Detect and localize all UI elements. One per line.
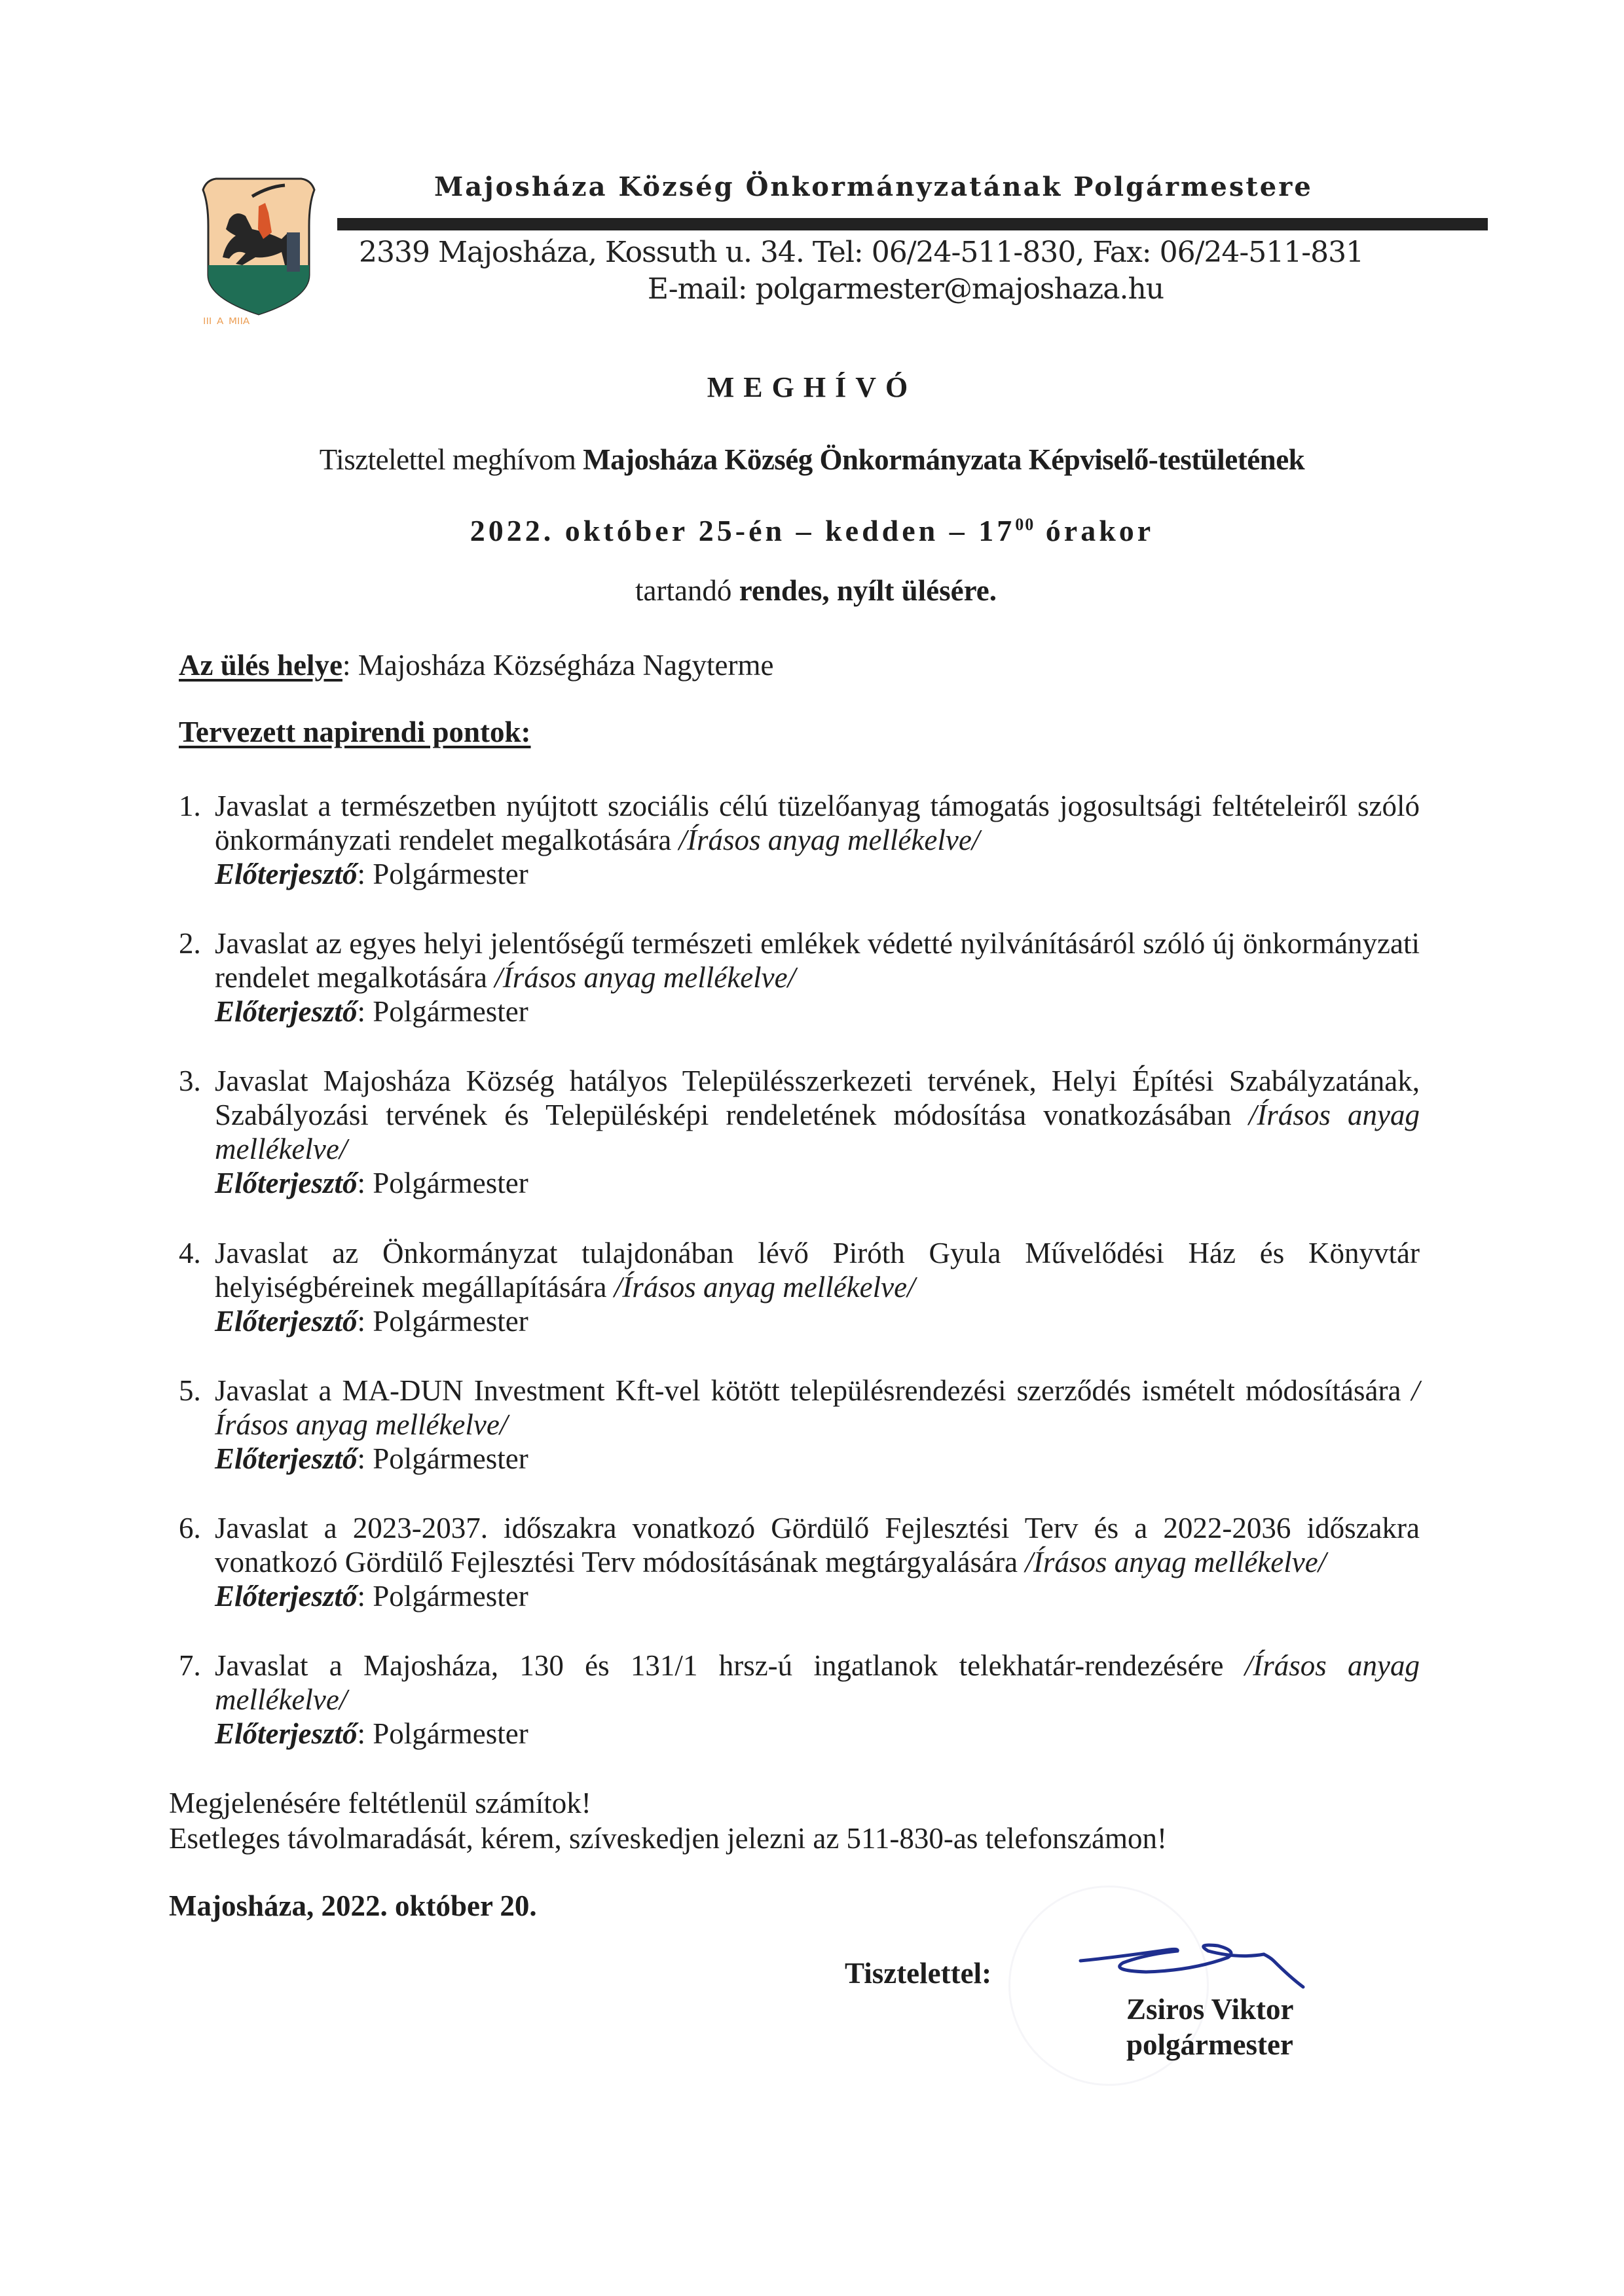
- presenter-label: Előterjesztő: [215, 1442, 358, 1475]
- meeting-type-prefix: tartandó: [635, 574, 739, 607]
- header-email: E-mail: polgarmester@majoshaza.hu: [647, 272, 1164, 306]
- agenda-item-4: [179, 1236, 1420, 1338]
- signatory-name: Zsiros Viktor: [1126, 1993, 1294, 2026]
- invitation-line: [0, 443, 1624, 477]
- item-number: 4.: [179, 1237, 201, 1269]
- presenter-label: Előterjesztő: [215, 858, 358, 890]
- meeting-type-value: rendes, nyílt ülésére.: [739, 574, 997, 607]
- header-title: Majosháza Község Önkormányzatának Polgármestere: [434, 172, 1313, 202]
- item-text: Javaslat a Majosháza, 130 és 131/1 hrsz-ú ingatlanok telekhatár-rendezésére: [215, 1649, 1245, 1682]
- place-label: Az ülés helye: [179, 649, 342, 682]
- item-number: 6.: [179, 1512, 201, 1544]
- presenter-label: Előterjesztő: [215, 995, 358, 1028]
- presenter: : Polgármester: [357, 1305, 528, 1338]
- presenter-label: Előterjesztő: [215, 1717, 358, 1750]
- agenda-item-5: [179, 1374, 1420, 1476]
- item-text: Javaslat Majosháza Község hatályos Településszerkezeti tervének, Helyi Építési Szabályzatának, Szabályozási tervének és Településképi rendeletének módosítása vonatkozásában: [215, 1065, 1420, 1131]
- meeting-place: [179, 648, 773, 682]
- presenter: : Polgármester: [357, 858, 528, 890]
- signatory: [1126, 1992, 1293, 2062]
- svg-text:ᴵᴵᴵ ᴬ ᴹᴵᴵᴬ: ᴵᴵᴵ ᴬ ᴹᴵᴵᴬ: [203, 315, 250, 331]
- date-main: 2022. október 25-én – kedden – 17: [470, 514, 1016, 547]
- agenda-item-7: [179, 1649, 1420, 1751]
- item-text: Javaslat az Önkormányzat tulajdonában lévő Piróth Gyula Művelődési Ház és Könyvtár helyiségbéreinek megállapítására: [215, 1237, 1420, 1303]
- item-number: 3.: [179, 1065, 201, 1097]
- presenter: : Polgármester: [357, 1717, 528, 1750]
- agenda-item-3: [179, 1064, 1420, 1200]
- date-suffix: órakor: [1035, 514, 1154, 547]
- item-attachment: /Írásos anyag mellékelve/: [215, 1374, 1420, 1441]
- greeting: Tisztelettel:: [845, 1957, 992, 1990]
- item-text: Javaslat a természetben nyújtott szociális célú tüzelőanyag támogatás jogosultsági feltételeiről szóló önkormányzati rendelet megalkotására: [215, 790, 1420, 856]
- item-attachment: /Írásos anyag mellékelve/: [494, 961, 796, 994]
- sign-date: Majosháza, 2022. október 20.: [169, 1889, 537, 1922]
- item-number: 7.: [179, 1649, 201, 1682]
- agenda-item-1: [179, 789, 1420, 891]
- intro-body: Majosháza Község Önkormányzata Képviselő-testületének: [583, 443, 1305, 476]
- intro-prefix: Tisztelettel meghívom: [319, 443, 583, 476]
- presenter: : Polgármester: [357, 1442, 528, 1475]
- item-attachment: /Írásos anyag mellékelve/: [614, 1271, 915, 1303]
- presenter-label: Előterjesztő: [215, 1580, 358, 1613]
- item-attachment: /Írásos anyag mellékelve/: [1025, 1546, 1327, 1578]
- meeting-type: [635, 574, 997, 608]
- item-text: Javaslat a MA-DUN Investment Kft-vel kötött településrendezési szerződés ismételt módosítására: [215, 1374, 1412, 1407]
- presenter-label: Előterjesztő: [215, 1167, 358, 1199]
- meeting-date: [0, 513, 1624, 548]
- coat-of-arms-logo: [190, 167, 327, 331]
- signatory-title: polgármester: [1126, 2028, 1293, 2061]
- presenter: : Polgármester: [357, 1580, 528, 1613]
- closing-line-2: Esetleges távolmaradását, kérem, szíveskedjen jelezni az 511-830-as telefonszámon!: [169, 1822, 1167, 1855]
- agenda-item-2: [179, 926, 1420, 1029]
- item-number: 5.: [179, 1374, 201, 1407]
- presenter: : Polgármester: [357, 1167, 528, 1199]
- place-value: : Majosháza Községháza Nagyterme: [342, 649, 774, 682]
- date-minutes: 00: [1015, 515, 1035, 534]
- agenda-heading: Tervezett napirendi pontok:: [179, 716, 531, 748]
- header-divider: [337, 218, 1488, 230]
- document-title: MEGHÍVÓ: [707, 371, 917, 403]
- presenter-label: Előterjesztő: [215, 1305, 358, 1338]
- header-address: 2339 Majosháza, Kossuth u. 34. Tel: 06/24-511-830, Fax: 06/24-511-831: [359, 236, 1364, 269]
- agenda-item-6: [179, 1511, 1420, 1613]
- item-attachment: /Írásos anyag mellékelve/: [678, 824, 980, 856]
- presenter: : Polgármester: [357, 995, 528, 1028]
- closing-line-1: Megjelenésére feltétlenül számítok!: [169, 1787, 591, 1819]
- item-attachment: /Írásos anyag mellékelve/: [215, 1099, 1420, 1165]
- item-text: Javaslat az egyes helyi jelentőségű természeti emlékek védetté nyilvánításáról szóló új önkormányzati rendelet megalkotására: [215, 927, 1420, 994]
- item-number: 1.: [179, 790, 201, 822]
- item-attachment: /Írásos anyag mellékelve/: [215, 1649, 1420, 1716]
- item-text: Javaslat a 2023-2037. időszakra vonatkozó Gördülő Fejlesztési Terv és a 2022-2036 időszakra vonatkozó Gördülő Fejlesztési Terv módosításának megtárgyalására: [215, 1512, 1420, 1578]
- handwritten-signature: [1074, 1931, 1414, 1990]
- item-number: 2.: [179, 927, 201, 960]
